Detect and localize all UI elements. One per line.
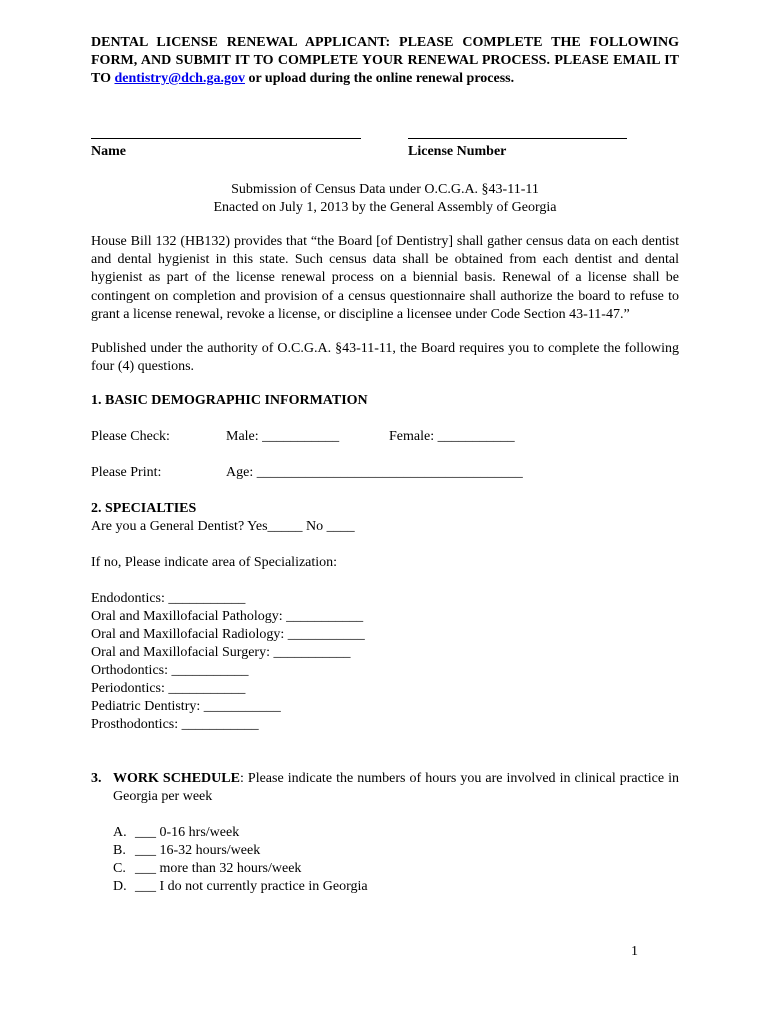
header-text-after: or upload during the online renewal process. — [244, 71, 515, 86]
option-d[interactable] — [113, 878, 679, 896]
gender-row — [91, 428, 679, 446]
option-text: ___ 16-32 hours/week — [135, 843, 261, 859]
subtitle-line-2: Enacted on July 1, 2013 by the General Assembly of Georgia — [213, 200, 557, 215]
option-letter: C. — [113, 861, 126, 877]
age-row — [91, 464, 679, 482]
general-dentist-question[interactable]: Are you a General Dentist? Yes_____ No ____ — [91, 519, 355, 535]
work-schedule-text: : Please indicate the numbers of hours you are involved in clinical practice in Georgia per week — [113, 771, 679, 805]
email-link[interactable]: dentistry@dch.ga.gov — [114, 71, 245, 86]
option-text: ___ I do not currently practice in Georgia — [135, 879, 368, 895]
specialty-item-pediatric-dentistry[interactable]: Pediatric Dentistry: ___________ — [91, 699, 281, 715]
license-number-line — [408, 138, 627, 139]
please-print-label: Please Print: — [91, 465, 162, 481]
section-3-number: 3. — [91, 771, 102, 787]
section-3-title — [91, 770, 679, 806]
instructions-header — [91, 34, 679, 88]
page-number: 1 — [631, 944, 638, 959]
female-field[interactable]: Female: ___________ — [389, 429, 515, 445]
license-number-label: License Number — [408, 144, 507, 159]
specialty-item-periodontics[interactable]: Periodontics: ___________ — [91, 681, 246, 697]
option-letter: A. — [113, 825, 127, 841]
intro-paragraph: House Bill 132 (HB132) provides that “the Board [of Dentistry] shall gather census data on each dentist and dental hygienist in this state. Such census data shall be obtained from each dentist and dental hygienist as part of the license renewal process on a biennial basis. Renewal of a license shall be contingent on completion and provision of a census questionnaire shall authorize the board to refuse to grant a license renewal, revoke a license, or discipline a licensee under Code Section 43-11-47.” — [91, 234, 679, 322]
option-text: ___ 0-16 hrs/week — [135, 825, 240, 841]
specialty-item-orthodontics[interactable]: Orthodontics: ___________ — [91, 663, 249, 679]
option-b[interactable] — [113, 842, 679, 860]
form-page — [91, 34, 679, 896]
signature-row — [91, 138, 679, 178]
specialty-item-prosthodontics[interactable]: Prosthodontics: ___________ — [91, 717, 259, 733]
section-1-title: 1. BASIC DEMOGRAPHIC INFORMATION — [91, 393, 368, 409]
subtitle-line-1: Submission of Census Data under O.C.G.A. §43-11-11 — [231, 182, 539, 197]
specialty-item-oral-radiology[interactable]: Oral and Maxillofacial Radiology: ___________ — [91, 627, 365, 643]
subtitle — [91, 181, 679, 217]
specialty-item-oral-surgery[interactable]: Oral and Maxillofacial Surgery: ___________ — [91, 645, 351, 661]
male-field[interactable]: Male: ___________ — [226, 429, 340, 445]
work-schedule-heading: WORK SCHEDULE — [113, 771, 240, 787]
option-text: ___ more than 32 hours/week — [135, 861, 302, 877]
name-line — [91, 138, 361, 139]
specialization-prompt: If no, Please indicate area of Specialization: — [91, 555, 338, 571]
specialty-item-oral-pathology[interactable]: Oral and Maxillofacial Pathology: ___________ — [91, 609, 364, 625]
header-text-before: DENTAL LICENSE RENEWAL APPLICANT: PLEASE COMPLETE THE FOLLOWING FORM, AND SUBMIT IT TO COMPLETE YOUR RENEWAL PROCESS. PLEASE EMAIL IT TO — [91, 35, 679, 86]
option-letter: D. — [113, 879, 127, 895]
option-c[interactable] — [113, 860, 679, 878]
specialization-list — [91, 590, 679, 734]
option-a[interactable] — [113, 824, 679, 842]
please-check-label: Please Check: — [91, 429, 170, 445]
age-field[interactable]: Age: ______________________________________ — [226, 465, 523, 481]
work-schedule-options — [91, 824, 679, 896]
option-letter: B. — [113, 843, 126, 859]
section-2-title: 2. SPECIALTIES — [91, 501, 197, 517]
authority-paragraph: Published under the authority of O.C.G.A. §43-11-11, the Board requires you to complete the following four (4) questions. — [91, 341, 679, 375]
specialty-item-endodontics[interactable]: Endodontics: ___________ — [91, 591, 246, 607]
name-label: Name — [91, 144, 126, 159]
